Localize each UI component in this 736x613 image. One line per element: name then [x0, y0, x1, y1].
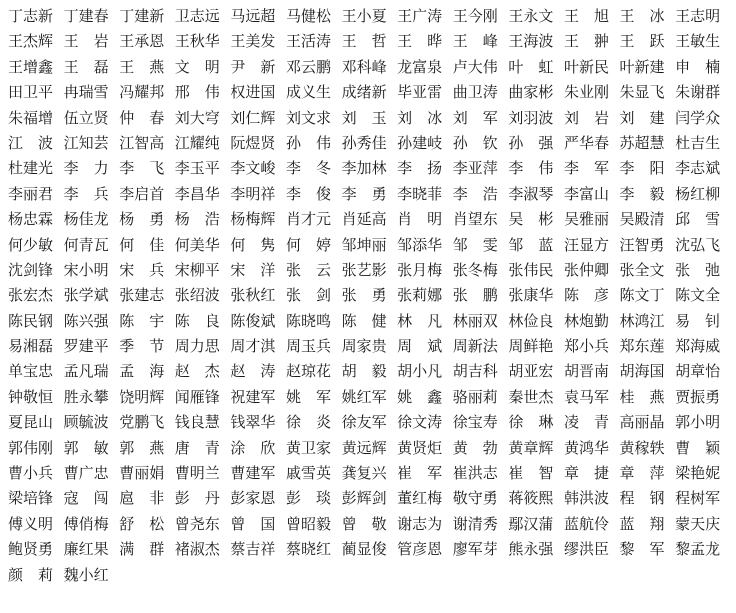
name-entry: 胜永攀 — [63, 387, 109, 406]
name-entry: 曲卫涛 — [452, 83, 498, 102]
name-entry: 张绍波 — [174, 286, 220, 305]
name-entry: 桂 燕 — [619, 387, 665, 406]
name-entry: 谢志为 — [397, 514, 443, 533]
name-entry: 钟敬恒 — [8, 387, 54, 406]
name-entry: 刘文求 — [285, 108, 331, 127]
name-entry: 刘 建 — [619, 108, 665, 127]
name-entry: 宋 兵 — [119, 260, 165, 279]
name-entry: 肖延高 — [341, 210, 387, 229]
name-list — [8, 6, 734, 590]
name-entry: 林 凡 — [397, 311, 443, 330]
name-entry: 蓝航伶 — [563, 514, 609, 533]
name-entry: 伍立贤 — [63, 108, 109, 127]
name-entry: 梁艳妮 — [675, 464, 721, 483]
name-entry: 胡吉科 — [452, 362, 498, 381]
name-entry: 丁志新 — [8, 7, 54, 25]
name-entry: 蔡晓红 — [285, 540, 331, 559]
name-entry: 杨梅辉 — [230, 210, 276, 229]
name-entry: 仲 春 — [119, 108, 165, 127]
name-entry: 林炮勤 — [563, 311, 609, 330]
name-entry: 夏昆山 — [8, 413, 54, 432]
name-entry: 王增鑫 — [8, 57, 54, 76]
name-entry: 鄢汉蒲 — [508, 514, 554, 533]
name-entry: 闫学众 — [675, 108, 721, 127]
name-entry: 黄卫家 — [285, 438, 331, 457]
name-entry: 徐宝寿 — [452, 413, 498, 432]
name-entry: 罗建平 — [63, 337, 109, 356]
name-entry: 郑海威 — [675, 337, 721, 356]
name-entry: 曹 颖 — [675, 438, 721, 457]
name-entry: 陈 健 — [341, 311, 387, 330]
name-entry: 扈 非 — [119, 489, 165, 508]
name-entry: 王敏生 — [675, 32, 721, 51]
name-entry: 单宝忠 — [8, 362, 54, 381]
name-entry: 李晓菲 — [397, 184, 443, 203]
name-entry: 张仲卿 — [563, 260, 609, 279]
name-entry: 沈弘飞 — [675, 235, 721, 254]
name-entry: 周鲜艳 — [508, 337, 554, 356]
name-entry: 江 波 — [8, 133, 54, 152]
name-entry: 章 萍 — [619, 464, 665, 483]
name-entry: 蒙天庆 — [675, 514, 721, 533]
name-entry: 崔 军 — [397, 464, 443, 483]
name-entry: 袁马军 — [563, 387, 609, 406]
name-entry: 申 楠 — [675, 57, 721, 76]
name-entry: 何 隽 — [230, 235, 276, 254]
name-entry: 曾 国 — [230, 514, 276, 533]
name-entry: 谢清秀 — [452, 514, 498, 533]
name-entry: 黄贤炬 — [397, 438, 443, 457]
name-entry: 章 捷 — [563, 464, 609, 483]
name-entry: 邱 雪 — [675, 210, 721, 229]
name-entry: 王 岩 — [63, 32, 109, 51]
name-entry: 陈 宇 — [119, 311, 165, 330]
name-entry: 刘 玉 — [341, 108, 387, 127]
name-entry: 王海波 — [508, 32, 554, 51]
name-entry: 张建志 — [119, 286, 165, 305]
name-entry: 江耀纯 — [174, 133, 220, 152]
name-entry: 吴 彬 — [508, 210, 554, 229]
name-entry: 黄鸿华 — [563, 438, 609, 457]
name-entry: 李 军 — [563, 159, 609, 178]
name-entry: 寇 闯 — [63, 489, 109, 508]
name-entry: 孙 强 — [508, 133, 554, 152]
name-entry: 吴雅丽 — [563, 210, 609, 229]
name-entry: 沈剑锋 — [8, 260, 54, 279]
name-entry: 蔡吉祥 — [230, 540, 276, 559]
name-entry: 孙 钦 — [452, 133, 498, 152]
name-entry: 徐友军 — [341, 413, 387, 432]
name-entry: 郭 燕 — [119, 438, 165, 457]
name-entry: 杨 浩 — [174, 210, 220, 229]
name-entry: 黄远辉 — [341, 438, 387, 457]
name-entry: 崔洪志 — [452, 464, 498, 483]
name-entry: 汪智勇 — [619, 235, 665, 254]
name-entry: 林俭良 — [508, 311, 554, 330]
name-entry: 廉红果 — [63, 540, 109, 559]
name-entry: 李文峻 — [230, 159, 276, 178]
name-entry: 卫志远 — [174, 7, 220, 25]
name-entry: 朱显飞 — [619, 83, 665, 102]
name-entry: 孙建岐 — [397, 133, 443, 152]
name-entry: 管彦恩 — [397, 540, 443, 559]
name-entry: 刘 军 — [452, 108, 498, 127]
name-entry: 叶新民 — [563, 57, 609, 76]
name-entry: 李启首 — [119, 184, 165, 203]
name-entry: 赵 涛 — [230, 362, 276, 381]
name-entry: 梁培锋 — [8, 489, 54, 508]
name-entry: 蒋筱熙 — [508, 489, 554, 508]
name-entry: 颜 莉 — [8, 565, 54, 584]
name-entry: 阮煜贤 — [230, 133, 276, 152]
name-entry: 苏超慧 — [619, 133, 665, 152]
name-entry: 褚淑杰 — [174, 540, 220, 559]
name-entry: 李富山 — [563, 184, 609, 203]
name-entry: 肖才元 — [285, 210, 331, 229]
name-entry: 李 勇 — [341, 184, 387, 203]
name-entry: 林鸿江 — [619, 311, 665, 330]
name-entry: 鲍贤勇 — [8, 540, 54, 559]
name-entry: 李加林 — [341, 159, 387, 178]
name-entry: 涂 欣 — [230, 438, 276, 457]
name-entry: 刘大穹 — [174, 108, 220, 127]
name-entry: 顾毓波 — [63, 413, 109, 432]
name-entry: 舒 松 — [119, 514, 165, 533]
name-entry: 文 明 — [174, 57, 220, 76]
name-entry: 陈 良 — [174, 311, 220, 330]
name-entry: 王秋华 — [174, 32, 220, 51]
name-entry: 胡章怡 — [675, 362, 721, 381]
name-entry: 马健松 — [285, 7, 331, 25]
name-entry: 邓云鹏 — [285, 57, 331, 76]
name-entry: 周力思 — [174, 337, 220, 356]
name-entry: 魏小红 — [63, 565, 109, 584]
name-entry: 王广涛 — [397, 7, 443, 25]
name-entry: 郑东莲 — [619, 337, 665, 356]
name-entry: 王活涛 — [285, 32, 331, 51]
name-entry: 张学斌 — [63, 286, 109, 305]
name-entry: 傅俏梅 — [63, 514, 109, 533]
name-entry: 饶明辉 — [119, 387, 165, 406]
name-entry: 凌 青 — [563, 413, 609, 432]
name-entry: 李 伟 — [508, 159, 554, 178]
name-entry: 张艺影 — [341, 260, 387, 279]
name-entry: 李 浩 — [452, 184, 498, 203]
name-entry: 刘 冰 — [397, 108, 443, 127]
name-entry: 彭家恩 — [230, 489, 276, 508]
name-entry: 马远超 — [230, 7, 276, 25]
name-entry: 曹建军 — [230, 464, 276, 483]
name-entry: 傅义明 — [8, 514, 54, 533]
name-entry: 张 勇 — [341, 286, 387, 305]
name-entry: 祝建军 — [230, 387, 276, 406]
name-entry: 李亚萍 — [452, 159, 498, 178]
name-entry: 黄章辉 — [508, 438, 554, 457]
name-entry: 李志斌 — [675, 159, 721, 178]
name-entry: 张伟民 — [508, 260, 554, 279]
name-entry: 何青瓦 — [63, 235, 109, 254]
name-entry: 曾 敬 — [341, 514, 387, 533]
name-entry: 丁建新 — [119, 7, 165, 25]
name-entry: 朱业刚 — [563, 83, 609, 102]
name-entry: 满 群 — [119, 540, 165, 559]
name-entry: 周玉兵 — [285, 337, 331, 356]
name-entry: 李 飞 — [119, 159, 165, 178]
name-entry: 郭小明 — [675, 413, 721, 432]
name-entry: 黄稼轶 — [619, 438, 665, 457]
name-entry: 杨红柳 — [675, 184, 721, 203]
name-entry: 何美华 — [174, 235, 220, 254]
name-entry: 张 弛 — [675, 260, 721, 279]
name-entry: 邓科峰 — [341, 57, 387, 76]
name-entry: 周新法 — [452, 337, 498, 356]
name-entry: 张秋红 — [230, 286, 276, 305]
name-entry: 彭 丹 — [174, 489, 220, 508]
name-entry: 闻雁锋 — [174, 387, 220, 406]
name-entry: 贾振勇 — [675, 387, 721, 406]
name-entry: 程树军 — [675, 489, 721, 508]
name-entry: 季 节 — [119, 337, 165, 356]
name-entry: 李昌华 — [174, 184, 220, 203]
name-entry: 张冬梅 — [452, 260, 498, 279]
name-entry: 田卫平 — [8, 83, 54, 102]
name-entry: 冯耀邦 — [119, 83, 165, 102]
name-entry: 徐 炎 — [285, 413, 331, 432]
name-entry: 熊永强 — [508, 540, 554, 559]
name-entry: 毕亚雷 — [397, 83, 443, 102]
name-entry: 何 婷 — [285, 235, 331, 254]
name-entry: 刘 岩 — [563, 108, 609, 127]
name-entry: 曹广忠 — [63, 464, 109, 483]
name-entry: 姚红军 — [341, 387, 387, 406]
name-entry: 权进国 — [230, 83, 276, 102]
name-entry: 王永文 — [508, 7, 554, 25]
name-entry: 张康华 — [508, 286, 554, 305]
name-entry: 宋柳平 — [174, 260, 220, 279]
name-entry: 孙秀佳 — [341, 133, 387, 152]
name-entry: 王 跃 — [619, 32, 665, 51]
name-entry: 张莉娜 — [397, 286, 443, 305]
name-entry: 王 燕 — [119, 57, 165, 76]
name-entry: 张全文 — [619, 260, 665, 279]
name-entry: 缪洪臣 — [563, 540, 609, 559]
name-entry: 汪显方 — [563, 235, 609, 254]
name-entry: 陈文全 — [675, 286, 721, 305]
name-entry: 江知芸 — [63, 133, 109, 152]
name-entry: 王 磊 — [63, 57, 109, 76]
name-entry: 杨 勇 — [119, 210, 165, 229]
name-entry: 姚 鑫 — [397, 387, 443, 406]
name-entry: 邹 蓝 — [508, 235, 554, 254]
name-entry: 李 扬 — [397, 159, 443, 178]
name-entry: 朱谢群 — [675, 83, 721, 102]
name-entry: 李 力 — [63, 159, 109, 178]
name-entry: 孟 海 — [119, 362, 165, 381]
name-entry: 高丽晶 — [619, 413, 665, 432]
name-entry: 郭伟刚 — [8, 438, 54, 457]
name-entry: 郭 敏 — [63, 438, 109, 457]
name-entry: 王承恩 — [119, 32, 165, 51]
name-entry: 胡 毅 — [341, 362, 387, 381]
name-entry: 骆丽莉 — [452, 387, 498, 406]
name-entry: 易湘磊 — [8, 337, 54, 356]
name-entry: 曾昭毅 — [285, 514, 331, 533]
name-entry: 徐文涛 — [397, 413, 443, 432]
name-entry: 王今刚 — [452, 7, 498, 25]
name-entry: 蔺显俊 — [341, 540, 387, 559]
name-entry: 成绪新 — [341, 83, 387, 102]
name-entry: 曲家彬 — [508, 83, 554, 102]
name-entry: 肖 明 — [397, 210, 443, 229]
name-entry: 胡小凡 — [397, 362, 443, 381]
name-entry: 唐 青 — [174, 438, 220, 457]
name-entry: 赵 杰 — [174, 362, 220, 381]
name-entry: 王 峰 — [452, 32, 498, 51]
name-entry: 王小夏 — [341, 7, 387, 25]
name-entry: 周 斌 — [397, 337, 443, 356]
name-entry: 姚 军 — [285, 387, 331, 406]
name-entry: 彭辉剑 — [341, 489, 387, 508]
name-entry: 陈民钢 — [8, 311, 54, 330]
name-entry: 李玉平 — [174, 159, 220, 178]
name-entry: 何 佳 — [119, 235, 165, 254]
name-entry: 胡海国 — [619, 362, 665, 381]
name-entry: 董红梅 — [397, 489, 443, 508]
name-entry: 朱福增 — [8, 108, 54, 127]
name-entry: 陈 彦 — [563, 286, 609, 305]
name-entry: 杨忠霖 — [8, 210, 54, 229]
name-entry: 江智高 — [119, 133, 165, 152]
name-entry: 陈文丁 — [619, 286, 665, 305]
name-entry: 张 鹏 — [452, 286, 498, 305]
name-entry: 宋 洋 — [230, 260, 276, 279]
name-entry: 成义生 — [285, 83, 331, 102]
name-entry: 王志明 — [675, 7, 721, 25]
name-entry: 胡亚宏 — [508, 362, 554, 381]
name-entry: 杨佳龙 — [63, 210, 109, 229]
name-entry: 张 云 — [285, 260, 331, 279]
name-entry: 孙 伟 — [285, 133, 331, 152]
name-entry: 胡晋南 — [563, 362, 609, 381]
name-entry: 卢大伟 — [452, 57, 498, 76]
name-entry: 龚复兴 — [341, 464, 387, 483]
name-entry: 黎孟龙 — [675, 540, 721, 559]
name-entry: 曹丽娟 — [119, 464, 165, 483]
name-entry: 黄 勃 — [452, 438, 498, 457]
name-entry: 戚雪英 — [285, 464, 331, 483]
name-entry: 杜建光 — [8, 159, 54, 178]
name-entry: 严华春 — [563, 133, 609, 152]
name-entry: 钱翠华 — [230, 413, 276, 432]
name-entry: 李 俊 — [285, 184, 331, 203]
name-entry: 邹添华 — [397, 235, 443, 254]
name-entry: 叶新建 — [619, 57, 665, 76]
name-entry: 钱良慧 — [174, 413, 220, 432]
name-entry: 廖军芽 — [452, 540, 498, 559]
name-entry: 林丽双 — [452, 311, 498, 330]
name-entry: 吴殿清 — [619, 210, 665, 229]
name-entry: 尹 新 — [230, 57, 276, 76]
name-entry: 王美发 — [230, 32, 276, 51]
name-entry: 彭 琰 — [285, 489, 331, 508]
name-entry: 刘仁辉 — [230, 108, 276, 127]
name-entry: 郑小兵 — [563, 337, 609, 356]
name-entry: 杜吉生 — [675, 133, 721, 152]
name-entry: 李 毅 — [619, 184, 665, 203]
name-entry: 韩洪波 — [563, 489, 609, 508]
name-entry: 陈俊斌 — [230, 311, 276, 330]
name-entry: 曹小兵 — [8, 464, 54, 483]
name-entry: 黎 军 — [619, 540, 665, 559]
name-entry: 秦世杰 — [508, 387, 554, 406]
name-entry: 曾尧东 — [174, 514, 220, 533]
name-entry: 孟凡瑞 — [63, 362, 109, 381]
name-entry: 党鹏飞 — [119, 413, 165, 432]
name-entry: 刘羽波 — [508, 108, 554, 127]
name-entry: 王 哲 — [341, 32, 387, 51]
name-entry: 易 钊 — [675, 311, 721, 330]
name-entry: 蓝 翔 — [619, 514, 665, 533]
name-entry: 邹坤丽 — [341, 235, 387, 254]
name-entry: 陈晓鸣 — [285, 311, 331, 330]
name-entry: 邢 伟 — [174, 83, 220, 102]
name-entry: 龙富泉 — [397, 57, 443, 76]
name-entry: 李 冬 — [285, 159, 331, 178]
name-entry: 赵琼花 — [285, 362, 331, 381]
name-entry: 张 剑 — [285, 286, 331, 305]
name-entry: 张宏杰 — [8, 286, 54, 305]
name-entry: 冉瑞雪 — [63, 83, 109, 102]
name-entry: 邹 雯 — [452, 235, 498, 254]
name-entry: 周家贵 — [341, 337, 387, 356]
name-entry: 曹明兰 — [174, 464, 220, 483]
name-entry: 敬守勇 — [452, 489, 498, 508]
name-entry: 王杰辉 — [8, 32, 54, 51]
name-entry: 宋小明 — [63, 260, 109, 279]
name-entry: 周才淇 — [230, 337, 276, 356]
name-entry: 李 阳 — [619, 159, 665, 178]
name-entry: 徐 琳 — [508, 413, 554, 432]
name-entry: 崔 智 — [508, 464, 554, 483]
name-entry: 丁建春 — [63, 7, 109, 25]
name-entry: 何少敏 — [8, 235, 54, 254]
name-entry: 王 旭 — [563, 7, 609, 25]
name-entry: 陈兴强 — [63, 311, 109, 330]
name-entry: 王 晔 — [397, 32, 443, 51]
name-entry: 肖望东 — [452, 210, 498, 229]
name-entry: 王 翀 — [563, 32, 609, 51]
name-entry: 程 钢 — [619, 489, 665, 508]
name-entry: 李 兵 — [63, 184, 109, 203]
name-entry: 李淑琴 — [508, 184, 554, 203]
name-entry: 李明祥 — [230, 184, 276, 203]
name-entry: 王 冰 — [619, 7, 665, 25]
name-entry: 张月梅 — [397, 260, 443, 279]
name-entry: 叶 虹 — [508, 57, 554, 76]
name-entry: 李丽君 — [8, 184, 54, 203]
